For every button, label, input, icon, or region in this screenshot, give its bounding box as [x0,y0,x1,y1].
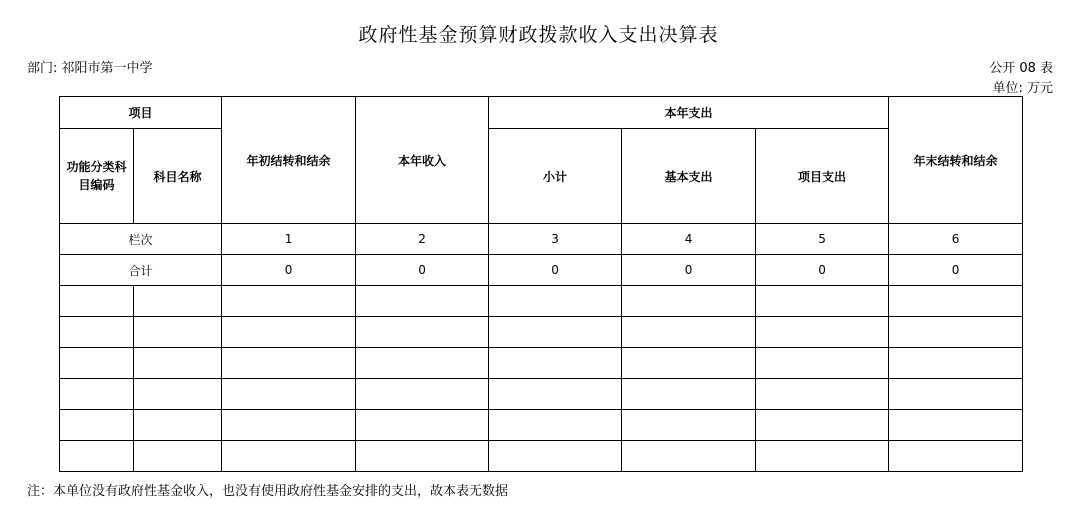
column-index-cell: 2 [356,224,489,255]
empty-cell [889,410,1023,441]
empty-cell [134,348,222,379]
empty-cell [60,379,134,410]
empty-cell [134,379,222,410]
total-cell: 0 [622,255,756,286]
empty-cell [222,441,356,472]
column-index-cell: 3 [489,224,622,255]
empty-cell [134,410,222,441]
header-subject-name: 科目名称 [134,129,222,224]
total-cell: 0 [889,255,1023,286]
department-label: 部门: 祁阳市第一中学 [27,61,153,76]
column-index-cell: 1 [222,224,356,255]
header-end-balance: 年末结转和结余 [889,97,1023,224]
empty-cell [489,441,622,472]
header-subtotal: 小计 [489,129,622,224]
empty-cell [60,348,134,379]
empty-cell [489,317,622,348]
header-basic-expense: 基本支出 [622,129,756,224]
empty-cell [356,348,489,379]
total-row [60,255,1023,286]
empty-cell [622,317,756,348]
total-cell: 0 [756,255,889,286]
empty-row [60,348,1023,379]
empty-cell [222,348,356,379]
empty-row [60,286,1023,317]
empty-cell [134,317,222,348]
empty-cell [622,379,756,410]
empty-cell [356,379,489,410]
total-label: 合计 [60,255,222,286]
empty-cell [889,379,1023,410]
empty-cell [134,441,222,472]
empty-cell [756,379,889,410]
empty-cell [356,441,489,472]
empty-cell [356,317,489,348]
total-cell: 0 [356,255,489,286]
empty-cell [489,379,622,410]
table-number: 公开 08 表 [989,61,1053,76]
header-func-code: 功能分类科目编码 [60,129,134,224]
empty-cell [489,348,622,379]
empty-cell [756,286,889,317]
empty-cell [222,379,356,410]
empty-cell [622,441,756,472]
empty-cell [489,286,622,317]
header-project-expense: 项目支出 [756,129,889,224]
empty-cell [356,286,489,317]
column-index-cell: 4 [622,224,756,255]
header-project: 项目 [60,97,222,129]
empty-cell [889,441,1023,472]
empty-cell [60,286,134,317]
footnote: 注：本单位没有政府性基金收入，也没有使用政府性基金安排的支出，故本表无数据 [27,484,509,499]
empty-cell [889,286,1023,317]
empty-cell [222,410,356,441]
total-cell: 0 [489,255,622,286]
header-income: 本年收入 [356,97,489,224]
empty-cell [134,286,222,317]
empty-cell [60,441,134,472]
empty-cell [622,286,756,317]
empty-cell [756,410,889,441]
empty-cell [489,410,622,441]
empty-cell [356,410,489,441]
header-start-balance: 年初结转和结余 [222,97,356,224]
empty-cell [60,410,134,441]
column-index-label: 栏次 [60,224,222,255]
empty-row [60,410,1023,441]
empty-cell [222,286,356,317]
column-index-cell: 5 [756,224,889,255]
empty-cell [622,410,756,441]
empty-row [60,441,1023,472]
empty-cell [889,348,1023,379]
empty-row [60,317,1023,348]
empty-cell [756,348,889,379]
column-index-row [60,224,1023,255]
column-index-cell: 6 [889,224,1023,255]
empty-cell [622,348,756,379]
empty-cell [756,317,889,348]
total-cell: 0 [222,255,356,286]
empty-cell [222,317,356,348]
unit-label: 单位: 万元 [992,81,1053,96]
header-expense-group: 本年支出 [489,97,889,129]
page-title: 政府性基金预算财政拨款收入支出决算表 [358,24,719,46]
empty-cell [756,441,889,472]
empty-row [60,379,1023,410]
empty-cell [889,317,1023,348]
budget-table [59,96,1023,472]
empty-cell [60,317,134,348]
